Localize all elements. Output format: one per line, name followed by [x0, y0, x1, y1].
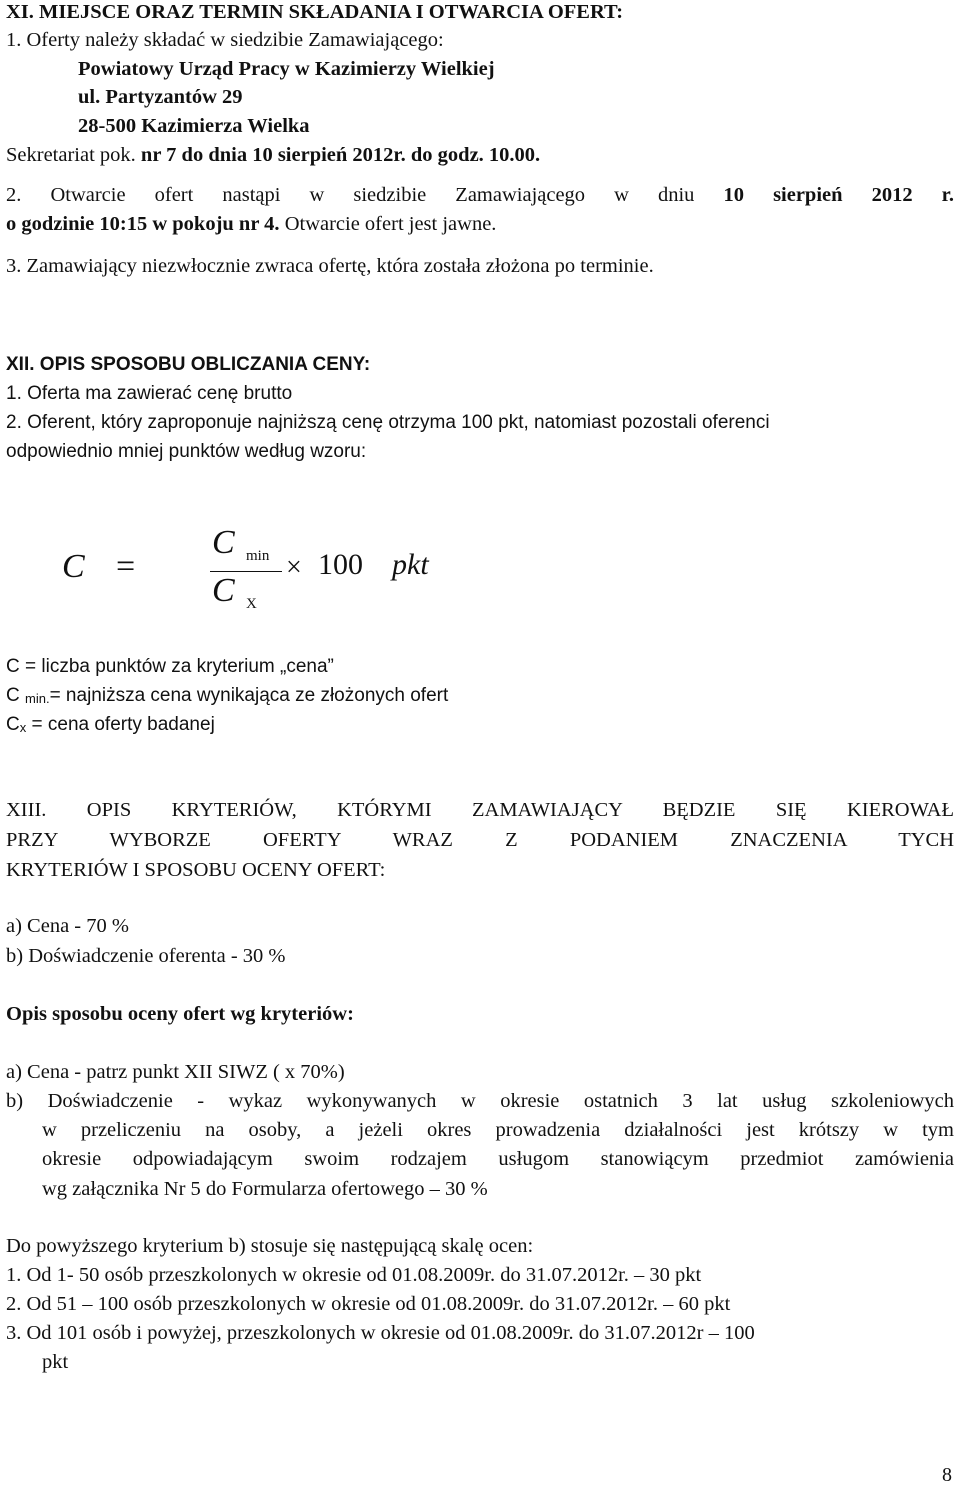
evaluation-price: a) Cena - patrz punkt XII SIWZ ( x 70%)	[6, 1061, 345, 1083]
formula-lhs: C	[62, 548, 85, 585]
section-13-heading-line-1: XIII. OPIS KRYTERIÓW, KTÓRYMI ZAMAWIAJĄCY BĘDZIE SIĘ KIEROWAŁ	[6, 799, 954, 821]
item-2-date: 10 sierpień 2012 r.	[723, 184, 954, 206]
address-line-1: Powiatowy Urząd Pracy w Kazimierzy Wielkiej	[78, 58, 495, 80]
legend-c-min-sub: min.	[25, 691, 50, 706]
section-11-item-1: 1. Oferty należy składać w siedzibie Zamawiającego:	[6, 29, 444, 51]
scale-item-1: 1. Od 1- 50 osób przeszkolonych w okresie od 01.08.2009r. do 31.07.2012r. – 30 pkt	[6, 1264, 702, 1286]
address-line-2: ul. Partyzantów 29	[78, 86, 243, 108]
section-12-item-1: 1. Oferta ma zawierać cenę brutto	[6, 383, 293, 404]
evaluation-experience-line-3: okresie odpowiadającym swoim rodzajem usługom stanowiącym przedmiot zamówienia	[42, 1148, 954, 1170]
formula-denominator: C	[212, 572, 235, 609]
legend-c-x	[6, 712, 215, 741]
evaluation-subheading: Opis sposobu oceny ofert wg kryteriów:	[6, 1003, 354, 1025]
legend-c-min	[6, 683, 448, 712]
legend-c-x-text: = cena oferty badanej	[26, 714, 215, 735]
item-2-time: o godzinie 10:15 w pokoju nr 4.	[6, 213, 280, 235]
section-13-heading-line-3: KRYTERIÓW I SPOSOBU OCENY OFERT:	[6, 859, 386, 881]
formula-numerator: C	[212, 524, 235, 561]
legend-c-x-symbol: C	[6, 714, 20, 735]
secretariat-plain: Sekretariat pok.	[6, 144, 141, 166]
formula-factor: 100	[318, 548, 363, 581]
formula-numerator-sub: min	[246, 548, 270, 564]
secretariat-deadline: nr 7 do dnia 10 sierpień 2012r. do godz. 10.00.	[140, 144, 541, 166]
section-13-heading-line-2: PRZY WYBORZE OFERTY WRAZ Z PODANIEM ZNACZENIA TYCH	[6, 829, 954, 851]
legend-c-min-text: = najniższa cena wynikająca ze złożonych ofert	[49, 685, 449, 706]
evaluation-experience-line-2: w przeliczeniu na osoby, a jeżeli okres prowadzenia działalności jest krótszy w tym	[42, 1119, 954, 1141]
legend-c-min-symbol: C	[6, 685, 25, 706]
section-12-heading: XII. OPIS SPOSOBU OBLICZANIA CENY:	[6, 354, 371, 375]
formula-unit: pkt	[392, 548, 429, 581]
scale-item-3-line-2: pkt	[42, 1351, 69, 1373]
evaluation-experience-line-4: wg załącznika Nr 5 do Formularza ofertowego – 30 %	[42, 1178, 488, 1200]
scale-item-2: 2. Od 51 – 100 osób przeszkolonych w okresie od 01.08.2009r. do 31.07.2012r. – 60 pkt	[6, 1293, 731, 1315]
section-11-item-2	[6, 182, 954, 208]
page-number: 8	[942, 1464, 952, 1486]
formula-denominator-sub: X	[246, 596, 257, 612]
criterion-experience: b) Doświadczenie oferenta - 30 %	[6, 945, 286, 967]
section-12-item-2-line-1: 2. Oferent, który zaproponuje najniższą cenę otrzyma 100 pkt, natomiast pozostali oferenci	[6, 412, 770, 433]
item-2-text: Otwarcie ofert nastąpi w siedzibie Zamawiającego w dniu	[50, 184, 724, 206]
secretariat-line	[6, 142, 540, 168]
section-11-item-2-line-2	[6, 211, 496, 237]
legend-c-x-sub: x	[19, 720, 27, 735]
formula-equals: =	[116, 548, 136, 585]
legend-c: C = liczba punktów za kryterium „cena”	[6, 656, 334, 677]
criterion-price: a) Cena - 70 %	[6, 915, 129, 937]
section-11-heading: XI. MIEJSCE ORAZ TERMIN SKŁADANIA I OTWARCIA OFERT:	[6, 1, 624, 23]
item-2-public: Otwarcie ofert jest jawne.	[279, 213, 497, 235]
section-11-item-3: 3. Zamawiający niezwłocznie zwraca ofertę, która została złożona po terminie.	[6, 255, 654, 277]
formula-times: ×	[286, 552, 302, 583]
address-line-3: 28-500 Kazimierza Wielka	[78, 115, 310, 137]
scoring-formula	[62, 524, 429, 626]
evaluation-experience-line-1: b) Doświadczenie - wykaz wykonywanych w okresie ostatnich 3 lat usług szkoleniowych	[6, 1090, 954, 1112]
scale-intro: Do powyższego kryterium b) stosuje się następującą skalę ocen:	[6, 1235, 534, 1257]
item-2-prefix: 2.	[6, 184, 51, 206]
section-12-item-2-line-2: odpowiednio mniej punktów według wzoru:	[6, 441, 367, 462]
scale-item-3-line-1: 3. Od 101 osób i powyżej, przeszkolonych w okresie od 01.08.2009r. do 31.07.2012r – 100	[6, 1322, 755, 1344]
